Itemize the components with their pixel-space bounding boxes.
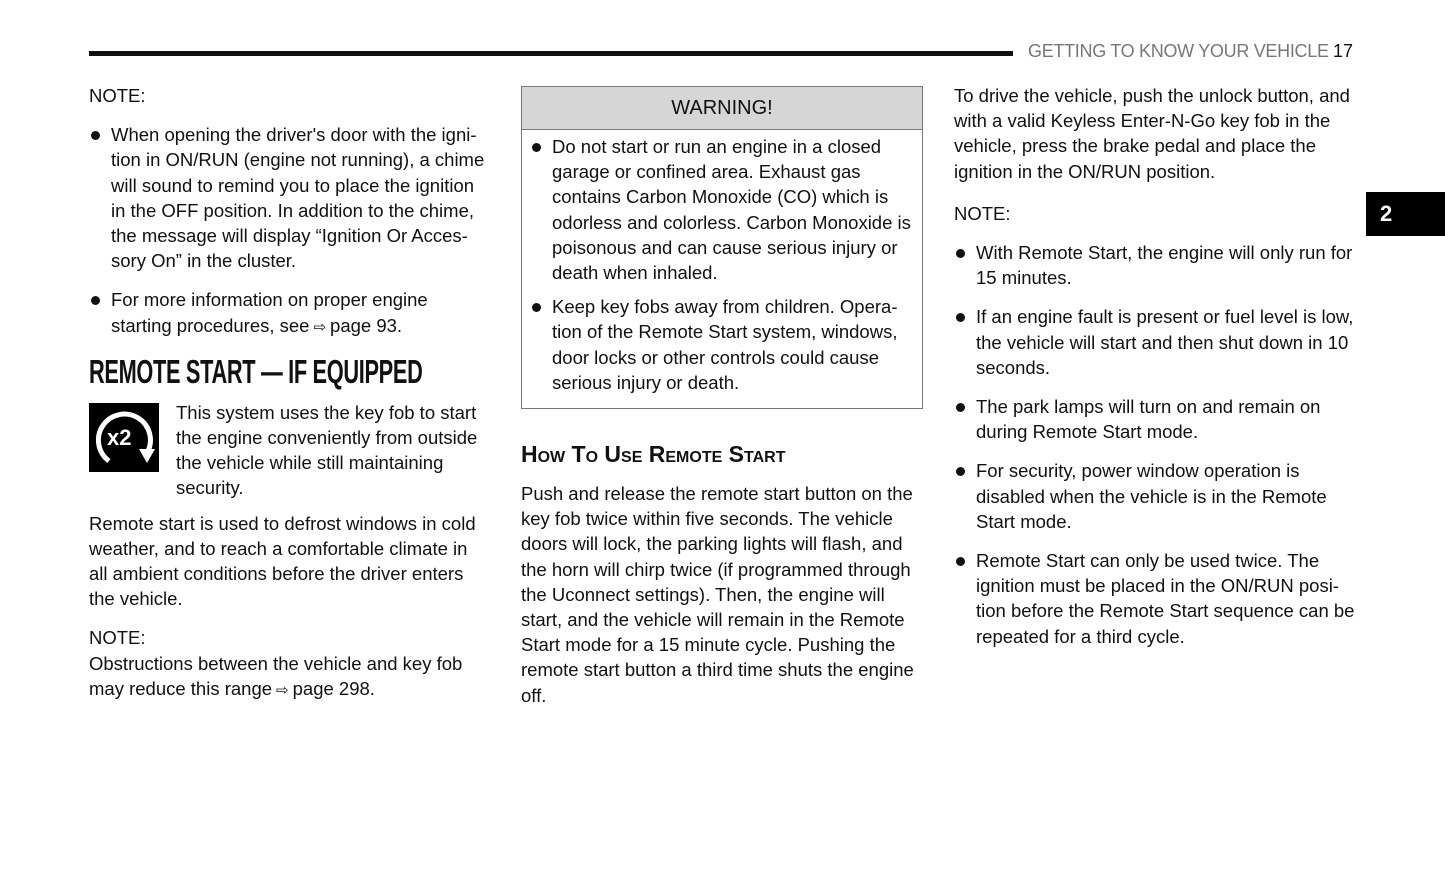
list-item: Keep key fobs away from children. Opera-tion of the Remote Start system, windows, door locks or other controls could cause serious injury or death. (530, 294, 914, 395)
middle-column (521, 86, 923, 718)
bullet-text: For more information on proper engine starting procedures, see (111, 289, 428, 336)
list-item (89, 287, 489, 339)
list-item: Do not start or run an engine in a closed garage or confined area. Exhaust gas contains Carbon Monoxide (CO) which is odorless and colorless. Carbon Monoxide is poisonous and can cause serious injury or death when inhaled. (530, 134, 914, 285)
list-item: When opening the driver's door with the igni-tion in ON/RUN (engine not running), a chime will sound to remind you to place the ignition in the OFF position. In addition to the chime, the message will display “Ignition Or Acces-sory On” in the cluster. (89, 122, 489, 273)
intro-text: This system uses the key fob to start the engine conveniently from outside the vehicle while still maintaining security. (176, 401, 478, 499)
page-ref-arrow-icon: ⇨ (276, 681, 289, 699)
note-label: NOTE: (89, 627, 146, 649)
page-ref-link[interactable]: page 298. (292, 677, 375, 699)
remote-start-x2-icon (89, 403, 159, 472)
paragraph: To drive the vehicle, push the unlock button, and with a valid Keyless Enter-N-Go key fob in the vehicle, press the brake pedal and place the ignition in the ON/RUN position. (954, 85, 1350, 182)
note-label: NOTE: (954, 202, 1011, 224)
page-ref-link[interactable]: page 93. (330, 314, 403, 336)
note-body: Obstructions between the vehicle and key fob may reduce this range (89, 652, 463, 699)
page-number: 17 (1333, 41, 1354, 61)
svg-text:x2: x2 (107, 424, 132, 450)
paragraph: Remote start is used to defrost windows in cold weather, and to reach a comfortable climate in all ambient conditions before the driver enters the vehicle. (89, 512, 476, 610)
warning-box (521, 86, 923, 409)
list-item: For security, power window operation is disabled when the vehicle is in the Remote Start mode. (954, 458, 1356, 534)
subsection-heading: How To Use Remote Start (521, 441, 786, 468)
list-item: The park lamps will turn on and remain on during Remote Start mode. (954, 394, 1356, 444)
left-column (89, 83, 489, 703)
note-label: NOTE: (89, 85, 146, 106)
list-item: With Remote Start, the engine will only run for 15 minutes. (954, 240, 1356, 290)
header-rule (89, 51, 1013, 56)
page-ref-arrow-icon: ⇨ (313, 318, 327, 336)
chapter-tab: 2 (1366, 192, 1445, 236)
list-item: Remote Start can only be used twice. The ignition must be placed in the ON/RUN posi-tion before the Remote Start sequence can be repeated for a third cycle. (954, 548, 1356, 649)
list-item: If an engine fault is present or fuel level is low, the vehicle will start and then shut down in 10 seconds. (954, 304, 1356, 380)
paragraph: Push and release the remote start button on the key fob twice within five seconds. The vehicle doors will lock, the parking lights will flash, and the horn will chirp twice (if programmed through the Uconnect settings). Then, the engine will start, and the vehicle will remain in the Remote Start mode for a 15 minute cycle. Pushing the remote start button a third time shuts the engine off. (521, 483, 914, 706)
note-text (89, 651, 489, 703)
right-column (954, 83, 1356, 663)
section-title: GETTING TO KNOW YOUR VEHICLE (1028, 41, 1329, 61)
section-heading: REMOTE START — IF EQUIPPED (89, 352, 423, 390)
warning-title: WARNING! (522, 87, 922, 130)
